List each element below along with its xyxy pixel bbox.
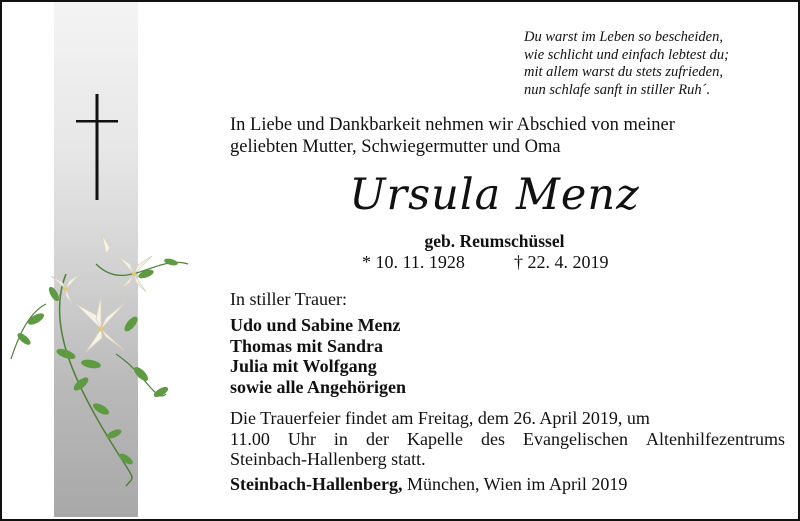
service-word: 11.00 [230,428,270,449]
birth-name: geb. Reumschüssel [424,231,565,251]
lily-bouquet-icon [6,234,196,489]
service-word: der [365,428,389,449]
poem-line: nun schlafe sanft in stiller Ruh´. [524,81,711,98]
service-word: Kapelle [406,428,463,449]
service-word: des [480,428,505,449]
intro-line: geliebten Mutter, Schwiegermutter und Oma [230,137,561,157]
service-word: Altenhilfezentrums [646,428,785,449]
farewell-intro [230,114,785,158]
poem-line: wie schlicht und einfach lebtest du; [524,46,729,63]
service-line: Die Trauerfeier findet am Freitag, dem 26. April 2019, um [230,408,650,428]
mourners-list [230,315,406,397]
cross-icon [76,94,120,200]
mourner-name: Julia mit Wolfgang [230,356,377,376]
service-word: Uhr [287,428,316,449]
poem-line: Du warst im Leben so bescheiden, [524,29,723,45]
funeral-service-notice [230,408,785,470]
closing-place: Steinbach-Hallenberg, [230,474,403,494]
mourning-label: In stiller Trauer: [230,289,347,309]
service-line [230,429,785,450]
death-date: † 22. 4. 2019 [514,252,609,272]
poem [524,29,794,99]
mourner-name: sowie alle Angehörigen [230,376,406,397]
mourner-name: Udo und Sabine Menz [230,315,401,335]
intro-line: In Liebe und Dankbarkeit nehmen wir Abschied von meiner [230,115,675,135]
poem-line: mit allem warst du stets zufrieden, [524,64,723,80]
life-dates [362,251,632,273]
birth-date: * 10. 11. 1928 [362,252,465,272]
service-word: Evangelischen [523,428,628,449]
closing-rest: München, Wien im April 2019 [402,474,628,494]
mourner-name: Thomas mit Sandra [230,335,384,356]
place-and-date [230,473,627,495]
service-word: in [333,428,348,449]
deceased-name: Ursula Menz [349,170,640,220]
service-line: Steinbach-Hallenberg statt. [230,449,426,469]
